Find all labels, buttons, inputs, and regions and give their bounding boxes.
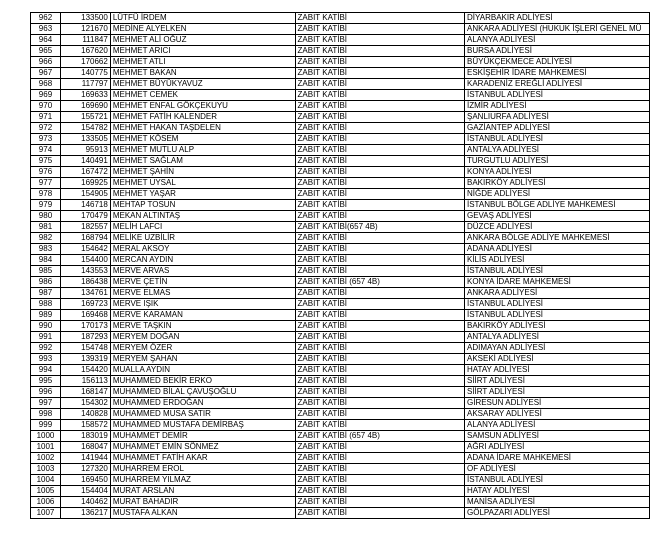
table-row — [31, 244, 650, 255]
job-title-cell: ZABIT KATİBİ — [295, 112, 464, 123]
job-title-cell: ZABIT KATİBİ — [295, 332, 464, 343]
institution-cell: BAKIRKÖY ADLİYESİ — [465, 178, 650, 189]
table-row — [31, 420, 650, 431]
full-name-cell: MEHMET MUTLU ALP — [110, 145, 295, 156]
institution-cell: SİİRT ADLİYESİ — [465, 376, 650, 387]
table-row — [31, 112, 650, 123]
full-name-cell: MURAT BAHADIR — [110, 497, 295, 508]
institution-cell: SAMSUN ADLİYESİ — [465, 431, 650, 442]
registry-number-cell: 167472 — [60, 167, 110, 178]
job-title-cell: ZABIT KATİBİ — [295, 409, 464, 420]
table-row — [31, 57, 650, 68]
job-title-cell: ZABIT KATİBİ — [295, 233, 464, 244]
institution-cell: KONYA ADLİYESİ — [465, 167, 650, 178]
institution-cell: AĞRI ADLİYESİ — [465, 442, 650, 453]
row-number-cell: 999 — [31, 420, 61, 431]
full-name-cell: MEHMET YAŞAR — [110, 189, 295, 200]
registry-number-cell: 154400 — [60, 255, 110, 266]
table-row — [31, 475, 650, 486]
registry-number-cell: 155721 — [60, 112, 110, 123]
institution-cell: BÜYÜKÇEKMECE ADLİYESİ — [465, 57, 650, 68]
registry-number-cell: 169690 — [60, 101, 110, 112]
institution-cell: İSTANBUL ADLİYESİ — [465, 134, 650, 145]
table-row — [31, 178, 650, 189]
row-number-cell: 990 — [31, 321, 61, 332]
job-title-cell: ZABIT KATİBİ — [295, 497, 464, 508]
table-row — [31, 233, 650, 244]
table-row — [31, 46, 650, 57]
row-number-cell: 979 — [31, 200, 61, 211]
full-name-cell: MEHMET UYSAL — [110, 178, 295, 189]
row-number-cell: 985 — [31, 266, 61, 277]
row-number-cell: 969 — [31, 90, 61, 101]
registry-number-cell: 156113 — [60, 376, 110, 387]
row-number-cell: 977 — [31, 178, 61, 189]
table-row — [31, 288, 650, 299]
registry-number-cell: 133500 — [60, 13, 110, 24]
institution-cell: TURGUTLU ADLİYESİ — [465, 156, 650, 167]
job-title-cell: ZABIT KATİBİ — [295, 453, 464, 464]
registry-number-cell: 169450 — [60, 475, 110, 486]
registry-number-cell: 140491 — [60, 156, 110, 167]
row-number-cell: 998 — [31, 409, 61, 420]
full-name-cell: MERYEM ÖZER — [110, 343, 295, 354]
full-name-cell: MUHARREM EROL — [110, 464, 295, 475]
row-number-cell: 974 — [31, 145, 61, 156]
institution-cell: BURSA ADLİYESİ — [465, 46, 650, 57]
full-name-cell: MEHMET CEMEK — [110, 90, 295, 101]
table-row — [31, 409, 650, 420]
institution-cell: ALANYA ADLİYESİ — [465, 420, 650, 431]
row-number-cell: 993 — [31, 354, 61, 365]
row-number-cell: 983 — [31, 244, 61, 255]
row-number-cell: 1002 — [31, 453, 61, 464]
row-number-cell: 1006 — [31, 497, 61, 508]
table-row — [31, 156, 650, 167]
job-title-cell: ZABIT KATİBİ — [295, 475, 464, 486]
registry-number-cell: 154905 — [60, 189, 110, 200]
full-name-cell: MERVE ÇETİN — [110, 277, 295, 288]
job-title-cell: ZABIT KATİBİ — [295, 211, 464, 222]
full-name-cell: MEHMET BÜYÜKYAVUZ — [110, 79, 295, 90]
full-name-cell: MUHAMMED BİLAL ÇAVUŞOĞLU — [110, 387, 295, 398]
row-number-cell: 975 — [31, 156, 61, 167]
job-title-cell: ZABIT KATİBİ — [295, 167, 464, 178]
row-number-cell: 966 — [31, 57, 61, 68]
full-name-cell: MEHMET ARICI — [110, 46, 295, 57]
table-row — [31, 123, 650, 134]
row-number-cell: 995 — [31, 376, 61, 387]
job-title-cell: ZABIT KATİBİ — [295, 266, 464, 277]
registry-number-cell: 139319 — [60, 354, 110, 365]
institution-cell: AKSARAY ADLİYESİ — [465, 409, 650, 420]
full-name-cell: MEHMET FATİH KALENDER — [110, 112, 295, 123]
row-number-cell: 1005 — [31, 486, 61, 497]
full-name-cell: MERCAN AYDIN — [110, 255, 295, 266]
full-name-cell: MUHAMMET EMİN SÖNMEZ — [110, 442, 295, 453]
full-name-cell: MEHMET SAĞLAM — [110, 156, 295, 167]
full-name-cell: MUSTAFA ALKAN — [110, 508, 295, 519]
table-row — [31, 464, 650, 475]
registry-number-cell: 158572 — [60, 420, 110, 431]
row-number-cell: 996 — [31, 387, 61, 398]
job-title-cell: ZABIT KATİBİ — [295, 24, 464, 35]
row-number-cell: 981 — [31, 222, 61, 233]
table-row — [31, 321, 650, 332]
table-row — [31, 24, 650, 35]
table-row — [31, 222, 650, 233]
institution-cell: ADANA İDARE MAHKEMESİ — [465, 453, 650, 464]
registry-number-cell: 154642 — [60, 244, 110, 255]
table-row — [31, 200, 650, 211]
table-row — [31, 376, 650, 387]
job-title-cell: ZABIT KATİBİ — [295, 101, 464, 112]
institution-cell: ANTALYA ADLİYESİ — [465, 145, 650, 156]
personnel-table-body — [31, 13, 650, 519]
registry-number-cell: 154302 — [60, 398, 110, 409]
table-row — [31, 134, 650, 145]
registry-number-cell: 186438 — [60, 277, 110, 288]
row-number-cell: 982 — [31, 233, 61, 244]
table-row — [31, 145, 650, 156]
job-title-cell: ZABIT KATİBİ — [295, 57, 464, 68]
table-row — [31, 13, 650, 24]
table-row — [31, 90, 650, 101]
registry-number-cell: 127320 — [60, 464, 110, 475]
row-number-cell: 973 — [31, 134, 61, 145]
full-name-cell: MUALLA AYDIN — [110, 365, 295, 376]
full-name-cell: MERVE ELMAS — [110, 288, 295, 299]
table-row — [31, 365, 650, 376]
table-row — [31, 310, 650, 321]
job-title-cell: ZABIT KATİBİ — [295, 321, 464, 332]
table-row — [31, 497, 650, 508]
row-number-cell: 1007 — [31, 508, 61, 519]
table-row — [31, 101, 650, 112]
registry-number-cell: 154748 — [60, 343, 110, 354]
full-name-cell: MEHMET HAKAN TAŞDELEN — [110, 123, 295, 134]
registry-number-cell: 140462 — [60, 497, 110, 508]
table-row — [31, 332, 650, 343]
institution-cell: HATAY ADLİYESİ — [465, 486, 650, 497]
row-number-cell: 984 — [31, 255, 61, 266]
institution-cell: İSTANBUL BÖLGE ADLİYE MAHKEMESİ — [465, 200, 650, 211]
job-title-cell: ZABIT KATİBİ — [295, 310, 464, 321]
institution-cell: HATAY ADLİYESİ — [465, 365, 650, 376]
full-name-cell: MUHAMMET FATİH AKAR — [110, 453, 295, 464]
full-name-cell: MEHMET KÖSEM — [110, 134, 295, 145]
registry-number-cell: 182557 — [60, 222, 110, 233]
full-name-cell: MEHTAP TOSUN — [110, 200, 295, 211]
institution-cell: ADANA ADLİYESİ — [465, 244, 650, 255]
full-name-cell: MEHMET ALİ OĞUZ — [110, 35, 295, 46]
table-row — [31, 354, 650, 365]
row-number-cell: 989 — [31, 310, 61, 321]
registry-number-cell: 183019 — [60, 431, 110, 442]
registry-number-cell: 141944 — [60, 453, 110, 464]
registry-number-cell: 146718 — [60, 200, 110, 211]
full-name-cell: MERYEM ŞAHAN — [110, 354, 295, 365]
row-number-cell: 968 — [31, 79, 61, 90]
institution-cell: İSTANBUL ADLİYESİ — [465, 299, 650, 310]
row-number-cell: 994 — [31, 365, 61, 376]
job-title-cell: ZABIT KATİBİ — [295, 442, 464, 453]
institution-cell: İZMİR ADLİYESİ — [465, 101, 650, 112]
registry-number-cell: 140828 — [60, 409, 110, 420]
table-row — [31, 343, 650, 354]
registry-number-cell: 117797 — [60, 79, 110, 90]
table-row — [31, 211, 650, 222]
job-title-cell: ZABIT KATİBİ — [295, 35, 464, 46]
institution-cell: DİYARBAKIR ADLİYESİ — [465, 13, 650, 24]
row-number-cell: 980 — [31, 211, 61, 222]
institution-cell: NİĞDE ADLİYESİ — [465, 189, 650, 200]
row-number-cell: 988 — [31, 299, 61, 310]
job-title-cell: ZABIT KATİBİ — [295, 464, 464, 475]
table-row — [31, 431, 650, 442]
table-row — [31, 453, 650, 464]
registry-number-cell: 111847 — [60, 35, 110, 46]
job-title-cell: ZABIT KATİBİ (657 4B) — [295, 277, 464, 288]
table-row — [31, 255, 650, 266]
full-name-cell: MUHAMMED MUSTAFA DEMİRBAŞ — [110, 420, 295, 431]
institution-cell: ŞANLIURFA ADLİYESİ — [465, 112, 650, 123]
registry-number-cell: 169633 — [60, 90, 110, 101]
job-title-cell: ZABIT KATİBİ — [295, 387, 464, 398]
institution-cell: ALANYA ADLİYESİ — [465, 35, 650, 46]
registry-number-cell: 134761 — [60, 288, 110, 299]
full-name-cell: MUHAMMET DEMİR — [110, 431, 295, 442]
row-number-cell: 1001 — [31, 442, 61, 453]
job-title-cell: ZABIT KATİBİ — [295, 343, 464, 354]
row-number-cell: 967 — [31, 68, 61, 79]
institution-cell: BAKIRKÖY ADLİYESİ — [465, 321, 650, 332]
row-number-cell: 963 — [31, 24, 61, 35]
job-title-cell: ZABIT KATİBİ — [295, 398, 464, 409]
institution-cell: GAZİANTEP ADLİYESİ — [465, 123, 650, 134]
registry-number-cell: 168794 — [60, 233, 110, 244]
job-title-cell: ZABIT KATİBİ — [295, 123, 464, 134]
row-number-cell: 986 — [31, 277, 61, 288]
job-title-cell: ZABIT KATİBİ — [295, 376, 464, 387]
row-number-cell: 997 — [31, 398, 61, 409]
row-number-cell: 1004 — [31, 475, 61, 486]
full-name-cell: MEHMET ATLI — [110, 57, 295, 68]
full-name-cell: MERVE ARVAS — [110, 266, 295, 277]
full-name-cell: MUHAMMED MUSA SATIR — [110, 409, 295, 420]
institution-cell: OF ADLİYESİ — [465, 464, 650, 475]
registry-number-cell: 136217 — [60, 508, 110, 519]
registry-number-cell: 140775 — [60, 68, 110, 79]
job-title-cell: ZABIT KATİBİ — [295, 134, 464, 145]
job-title-cell: ZABIT KATİBİ — [295, 288, 464, 299]
registry-number-cell: 170479 — [60, 211, 110, 222]
table-row — [31, 35, 650, 46]
full-name-cell: MERVE KARAMAN — [110, 310, 295, 321]
row-number-cell: 970 — [31, 101, 61, 112]
job-title-cell: ZABIT KATİBİ(657 4B) — [295, 222, 464, 233]
institution-cell: ESKİŞEHİR İDARE MAHKEMESİ — [465, 68, 650, 79]
table-row — [31, 167, 650, 178]
job-title-cell: ZABIT KATİBİ — [295, 156, 464, 167]
table-row — [31, 277, 650, 288]
institution-cell: MANİSA ADLİYESİ — [465, 497, 650, 508]
institution-cell: ANKARA ADLİYESİ (HUKUK İŞLERİ GENEL MÜ — [465, 24, 650, 35]
job-title-cell: ZABIT KATİBİ — [295, 420, 464, 431]
registry-number-cell: 169925 — [60, 178, 110, 189]
row-number-cell: 962 — [31, 13, 61, 24]
table-row — [31, 68, 650, 79]
institution-cell: İSTANBUL ADLİYESİ — [465, 310, 650, 321]
table-row — [31, 398, 650, 409]
registry-number-cell: 154782 — [60, 123, 110, 134]
row-number-cell: 991 — [31, 332, 61, 343]
full-name-cell: LÜTFÜ İRDEM — [110, 13, 295, 24]
job-title-cell: ZABIT KATİBİ — [295, 255, 464, 266]
job-title-cell: ZABIT KATİBİ — [295, 13, 464, 24]
job-title-cell: ZABIT KATİBİ (657 4B) — [295, 431, 464, 442]
full-name-cell: MERYEM DOĞAN — [110, 332, 295, 343]
full-name-cell: MERVE TAŞKIN — [110, 321, 295, 332]
institution-cell: KARADENİZ EREĞLİ ADLİYESİ — [465, 79, 650, 90]
row-number-cell: 976 — [31, 167, 61, 178]
institution-cell: İSTANBUL ADLİYESİ — [465, 475, 650, 486]
institution-cell: KİLİS ADLİYESİ — [465, 255, 650, 266]
job-title-cell: ZABIT KATİBİ — [295, 90, 464, 101]
institution-cell: ANKARA BÖLGE ADLİYE MAHKEMESİ — [465, 233, 650, 244]
registry-number-cell: 121670 — [60, 24, 110, 35]
institution-cell: GÖLPAZARI ADLİYESİ — [465, 508, 650, 519]
job-title-cell: ZABIT KATİBİ — [295, 46, 464, 57]
registry-number-cell: 169468 — [60, 310, 110, 321]
row-number-cell: 992 — [31, 343, 61, 354]
row-number-cell: 978 — [31, 189, 61, 200]
full-name-cell: MUHARREM YILMAZ — [110, 475, 295, 486]
institution-cell: İSTANBUL ADLİYESİ — [465, 90, 650, 101]
row-number-cell: 987 — [31, 288, 61, 299]
table-row — [31, 387, 650, 398]
table-row — [31, 266, 650, 277]
institution-cell: GİRESUN ADLİYESİ — [465, 398, 650, 409]
job-title-cell: ZABIT KATİBİ — [295, 145, 464, 156]
table-row — [31, 299, 650, 310]
row-number-cell: 972 — [31, 123, 61, 134]
full-name-cell: MERAL AKSOY — [110, 244, 295, 255]
full-name-cell: MEDİNE ALYELKEN — [110, 24, 295, 35]
row-number-cell: 1003 — [31, 464, 61, 475]
full-name-cell: MUHAMMED ERDOĞAN — [110, 398, 295, 409]
registry-number-cell: 95913 — [60, 145, 110, 156]
registry-number-cell: 168047 — [60, 442, 110, 453]
full-name-cell: MUHAMMED BEKİR ERKO — [110, 376, 295, 387]
registry-number-cell: 170662 — [60, 57, 110, 68]
row-number-cell: 965 — [31, 46, 61, 57]
job-title-cell: ZABIT KATİBİ — [295, 244, 464, 255]
full-name-cell: MERVE IŞIK — [110, 299, 295, 310]
full-name-cell: MEHMET ŞAHİN — [110, 167, 295, 178]
table-row — [31, 508, 650, 519]
job-title-cell: ZABIT KATİBİ — [295, 178, 464, 189]
registry-number-cell: 168147 — [60, 387, 110, 398]
full-name-cell: MEKAN ALTINTAŞ — [110, 211, 295, 222]
job-title-cell: ZABIT KATİBİ — [295, 354, 464, 365]
institution-cell: ANKARA ADLİYESİ — [465, 288, 650, 299]
registry-number-cell: 154420 — [60, 365, 110, 376]
registry-number-cell: 170173 — [60, 321, 110, 332]
institution-cell: ADIMAYAN ADLİYESİ — [465, 343, 650, 354]
registry-number-cell: 169723 — [60, 299, 110, 310]
registry-number-cell: 167620 — [60, 46, 110, 57]
job-title-cell: ZABIT KATİBİ — [295, 486, 464, 497]
table-row — [31, 79, 650, 90]
full-name-cell: MEHMET BAKAN — [110, 68, 295, 79]
institution-cell: GEVAŞ ADLİYESİ — [465, 211, 650, 222]
job-title-cell: ZABIT KATİBİ — [295, 508, 464, 519]
institution-cell: SİİRT ADLİYESİ — [465, 387, 650, 398]
job-title-cell: ZABIT KATİBİ — [295, 299, 464, 310]
table-row — [31, 442, 650, 453]
full-name-cell: MELİH LAFCI — [110, 222, 295, 233]
institution-cell: KONYA İDARE MAHKEMESİ — [465, 277, 650, 288]
registry-number-cell: 133505 — [60, 134, 110, 145]
institution-cell: AKSEKİ ADLİYESİ — [465, 354, 650, 365]
full-name-cell: MEHMET ENFAL GÖKÇEKUYU — [110, 101, 295, 112]
job-title-cell: ZABIT KATİBİ — [295, 200, 464, 211]
full-name-cell: MURAT ARSLAN — [110, 486, 295, 497]
row-number-cell: 964 — [31, 35, 61, 46]
row-number-cell: 1000 — [31, 431, 61, 442]
table-row — [31, 486, 650, 497]
job-title-cell: ZABIT KATİBİ — [295, 365, 464, 376]
institution-cell: ANTALYA ADLİYESİ — [465, 332, 650, 343]
table-row — [31, 189, 650, 200]
registry-number-cell: 187293 — [60, 332, 110, 343]
row-number-cell: 971 — [31, 112, 61, 123]
institution-cell: İSTANBUL ADLİYESİ — [465, 266, 650, 277]
registry-number-cell: 154404 — [60, 486, 110, 497]
job-title-cell: ZABIT KATİBİ — [295, 68, 464, 79]
job-title-cell: ZABIT KATİBİ — [295, 189, 464, 200]
registry-number-cell: 143553 — [60, 266, 110, 277]
job-title-cell: ZABIT KATİBİ — [295, 79, 464, 90]
personnel-table — [30, 12, 650, 519]
institution-cell: DÜZCE ADLİYESİ — [465, 222, 650, 233]
full-name-cell: MELİKE UZBİLİR — [110, 233, 295, 244]
